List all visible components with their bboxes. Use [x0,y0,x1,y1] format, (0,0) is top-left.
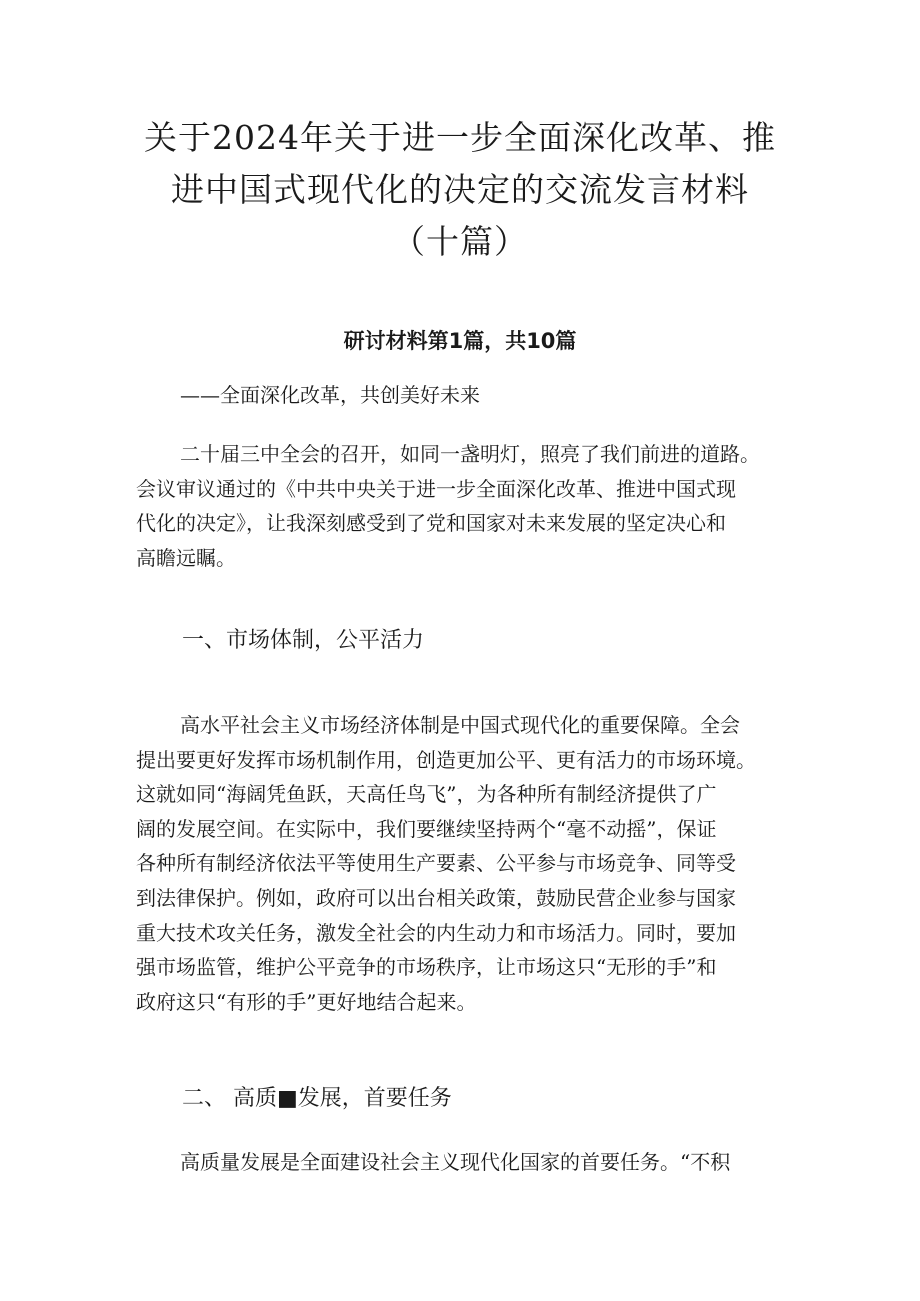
text-line: 二十届三中全会的召开，如同一盏明灯，照亮了我们前进的道路。 [180,442,760,466]
text-line: 强市场监管，维护公平竞争的市场秩序，让市场这只“无形的手”和 [136,955,717,980]
text-line: 代化的决定》，让我深刻感受到了党和国家对未来发展的坚定决心和 [136,511,726,536]
text-line: 阔的发展空间。在实际中，我们要继续坚持两个“毫不动摇”，保证 [136,816,717,841]
section-header: 研讨材料第1篇，共10篇 [343,329,577,353]
text-line: 高质量发展是全面建设社会主义现代化国家的首要任务。“不积 [180,1150,731,1174]
text-line: 提出要更好发挥市场机制作用，创造更加公平、更有活力的市场环境。 [136,747,756,772]
text-line: 各种所有制经济依法平等使用生产要素、公平参与市场竞争、同等受 [136,851,736,876]
document-title [120,112,800,268]
text-line: 这就如同“海阔凭鱼跃，天高任鸟飞”，为各种所有制经济提供了广 [136,782,717,807]
intro-paragraph [136,437,816,575]
subtitle: ——全面深化改革，共创美好未来 [180,383,480,407]
high-quality-development-paragraph [136,1145,816,1180]
title-line: 进中国式现代化的决定的交流发言材料 [171,170,749,209]
text-line: 会议审议通过的《中共中央关于进一步全面深化改革、推进中国式现 [136,476,736,501]
heading-high-quality-development: 二、 高质■发展，首要任务 [182,1086,452,1111]
text-line: 政府这只“有形的手”更好地结合起来。 [136,989,477,1014]
heading-market-system: 一、市场体制，公平活力 [182,628,425,653]
text-line: 重大技术攻关任务，激发全社会的内生动力和市场活力。同时，要加 [136,920,736,945]
market-system-paragraph [136,708,816,1019]
text-line: 高水平社会主义市场经济体制是中国式现代化的重要保障。全会 [180,713,740,737]
title-line: 关于2024年关于进一步全面深化改革、推 [144,118,776,157]
text-line: 高瞻远瞩。 [136,545,236,570]
text-line: 到法律保护。例如，政府可以出台相关政策，鼓励民营企业参与国家 [136,885,736,910]
title-line: （十篇） [392,222,528,261]
